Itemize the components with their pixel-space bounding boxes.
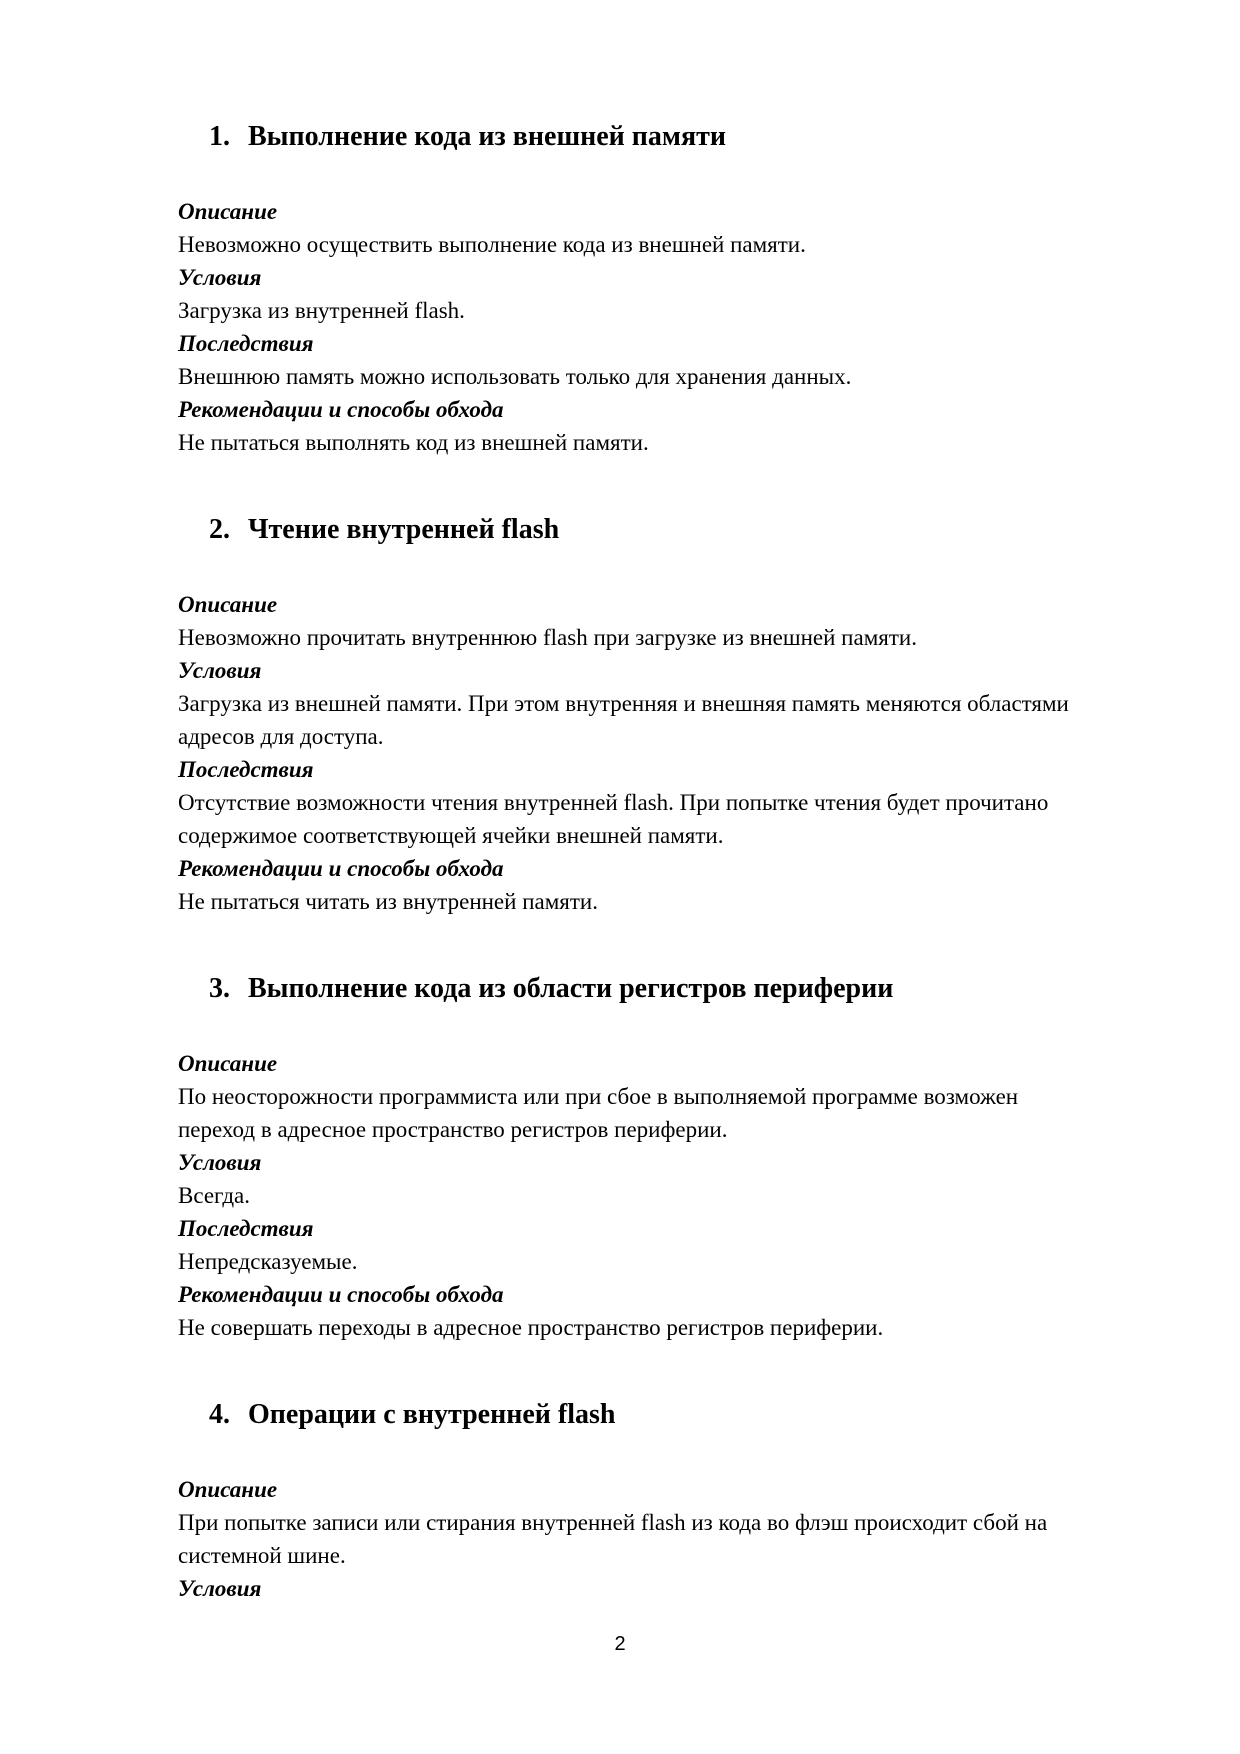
conditions-block — [178, 1572, 1158, 1605]
description-line: системной шине. — [178, 1543, 346, 1568]
section-title-text: Выполнение кода из области регистров периферии — [248, 973, 894, 1004]
recommendations-label: Рекомендации и способы обхода — [178, 1282, 504, 1307]
description-label: Описание — [178, 592, 278, 617]
conditions-block — [178, 261, 1158, 327]
recommendations-block — [178, 852, 1158, 918]
consequences-line: Внешнюю память можно использовать только для хранения данных. — [178, 364, 852, 389]
section-title-text: Выполнение кода из внешней памяти — [248, 121, 727, 152]
conditions-label: Условия — [178, 658, 262, 683]
conditions-line: Загрузка из внутренней flash. — [178, 298, 465, 323]
conditions-block — [178, 1146, 1158, 1212]
page-content — [178, 119, 1158, 1605]
section-title — [178, 1397, 1158, 1433]
consequences-block — [178, 753, 1158, 852]
section-title — [178, 119, 1158, 155]
section-title — [178, 512, 1158, 548]
recommendations-block — [178, 1278, 1158, 1344]
consequences-label: Последствия — [178, 757, 314, 782]
description-block — [178, 1473, 1158, 1572]
section-3 — [178, 971, 1158, 1344]
consequences-line: содержимое соответствующей ячейки внешней памяти. — [178, 823, 724, 848]
consequences-block — [178, 1212, 1158, 1278]
section-number: 3. — [209, 973, 230, 1004]
consequences-block — [178, 327, 1158, 393]
conditions-line: адресов для доступа. — [178, 724, 384, 749]
description-line: переход в адресное пространство регистров периферии. — [178, 1117, 728, 1142]
conditions-line: Всегда. — [178, 1183, 250, 1208]
section-title-text: Чтение внутренней flash — [248, 514, 560, 545]
section-number: 2. — [209, 514, 230, 545]
section-title — [178, 971, 1158, 1007]
section-2 — [178, 512, 1158, 918]
description-line: Невозможно прочитать внутреннюю flash при загрузке из внешней памяти. — [178, 625, 917, 650]
description-label: Описание — [178, 1051, 278, 1076]
description-block — [178, 195, 1158, 261]
section-number: 1. — [209, 121, 230, 152]
recommendations-line: Не пытаться читать из внутренней памяти. — [178, 889, 598, 914]
description-label: Описание — [178, 1477, 278, 1502]
conditions-line: Загрузка из внешней памяти. При этом внутренняя и внешняя память меняются областями — [178, 691, 1069, 716]
conditions-block — [178, 654, 1158, 753]
description-block — [178, 1047, 1158, 1146]
consequences-line: Отсутствие возможности чтения внутренней flash. При попытке чтения будет прочитано — [178, 790, 1049, 815]
conditions-label: Условия — [178, 1150, 262, 1175]
recommendations-line: Не пытаться выполнять код из внешней памяти. — [178, 430, 649, 455]
description-line: По неосторожности программиста или при сбое в выполняемой программе возможен — [178, 1084, 1019, 1109]
description-block — [178, 588, 1158, 654]
section-1 — [178, 119, 1158, 459]
description-line: При попытке записи или стирания внутренней flash из кода во флэш происходит сбой на — [178, 1510, 1048, 1535]
consequences-label: Последствия — [178, 1216, 314, 1241]
conditions-label: Условия — [178, 265, 262, 290]
page-number: 2 — [614, 1633, 626, 1655]
section-4 — [178, 1397, 1158, 1605]
consequences-label: Последствия — [178, 331, 314, 356]
recommendations-label: Рекомендации и способы обхода — [178, 856, 504, 881]
consequences-line: Непредсказуемые. — [178, 1249, 358, 1274]
recommendations-block — [178, 393, 1158, 459]
recommendations-line: Не совершать переходы в адресное пространство регистров периферии. — [178, 1315, 884, 1340]
section-number: 4. — [209, 1399, 230, 1430]
recommendations-label: Рекомендации и способы обхода — [178, 397, 504, 422]
description-label: Описание — [178, 199, 278, 224]
section-title-text: Операции с внутренней flash — [248, 1399, 616, 1430]
description-line: Невозможно осуществить выполнение кода из внешней памяти. — [178, 232, 806, 257]
conditions-label: Условия — [178, 1576, 262, 1601]
